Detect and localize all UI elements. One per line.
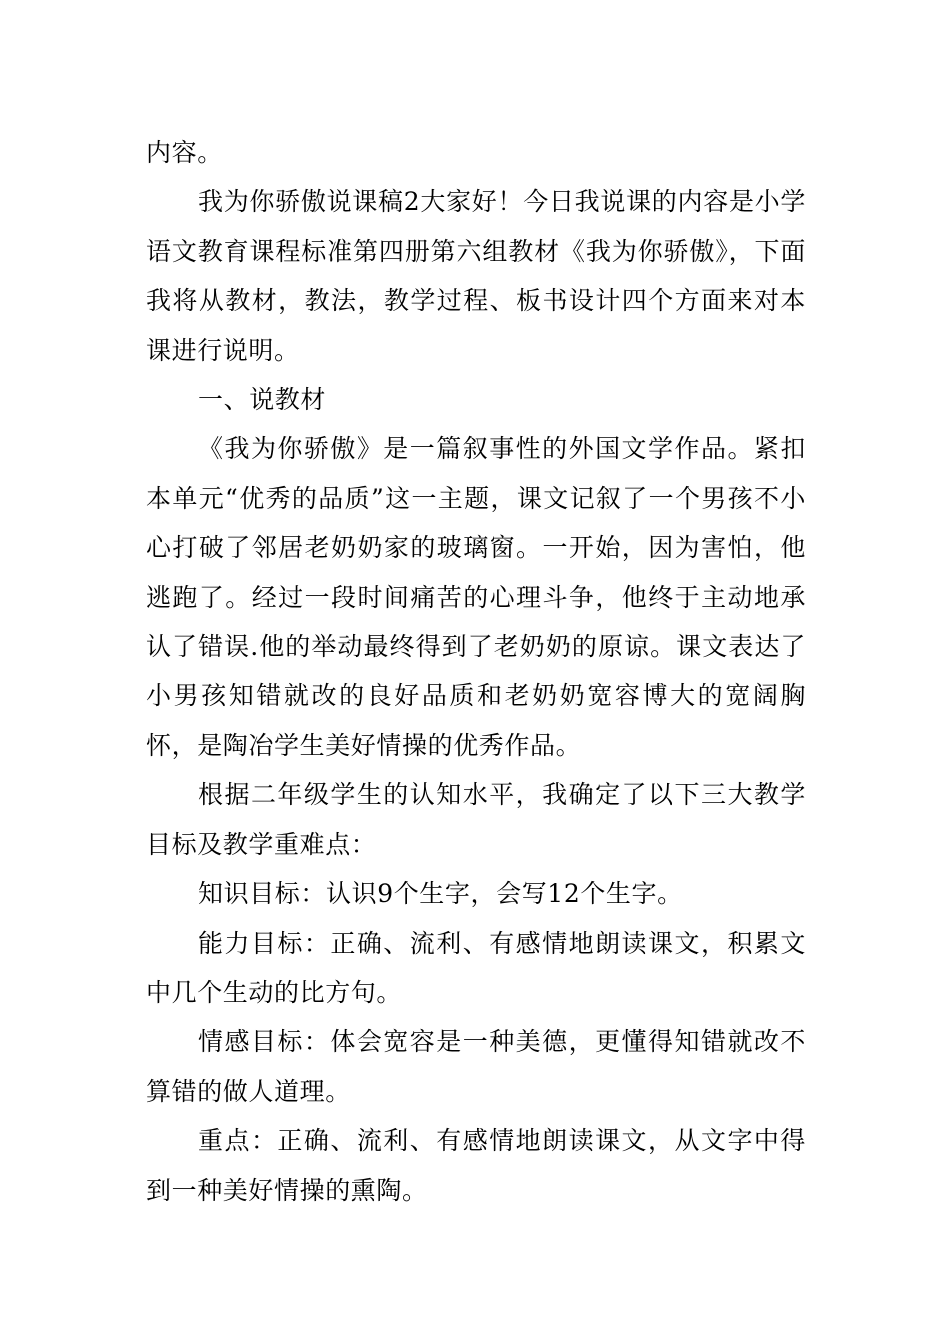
paragraph-intro: 我为你骄傲说课稿2大家好！今日我说课的内容是小学语文教育课程标准第四册第六组教材《我为你骄傲》，下面我将从教材，教法，教学过程、板书设计四个方面来对本课进行说明。 [146, 187, 806, 365]
paragraph-goals-intro: 根据二年级学生的认知水平，我确定了以下三大教学目标及教学重难点： [146, 780, 806, 859]
paragraph-emotion-goal: 情感目标：体会宽容是一种美德，更懂得知错就改不算错的做人道理。 [146, 1027, 806, 1106]
document-page [146, 128, 806, 1215]
paragraph-continuation: 内容。 [146, 138, 223, 167]
paragraph-knowledge-goal: 知识目标：认识9个生字，会写12个生字。 [198, 879, 683, 909]
paragraph-material: 《我为你骄傲》是一篇叙事性的外国文学作品。紧扣本单元“优秀的品质”这一主题，课文记叙了一个男孩不小心打破了邻居老奶奶家的玻璃窗。一开始，因为害怕，他逃跑了。经过一段时间痛苦的心理斗争，他终于主动地承认了错误.他的举动最终得到了老奶奶的原谅。课文表达了小男孩知错就改的良好品质和老奶奶宽容博大的宽阔胸怀，是陶冶学生美好情操的优秀作品。 [146, 434, 806, 760]
paragraph-key-point: 重点：正确、流利、有感情地朗读课文，从文字中得到一种美好情操的熏陶。 [146, 1126, 806, 1205]
paragraph-ability-goal: 能力目标：正确、流利、有感情地朗读课文，积累文中几个生动的比方句。 [146, 928, 806, 1007]
section-heading: 一、说教材 [198, 385, 327, 415]
